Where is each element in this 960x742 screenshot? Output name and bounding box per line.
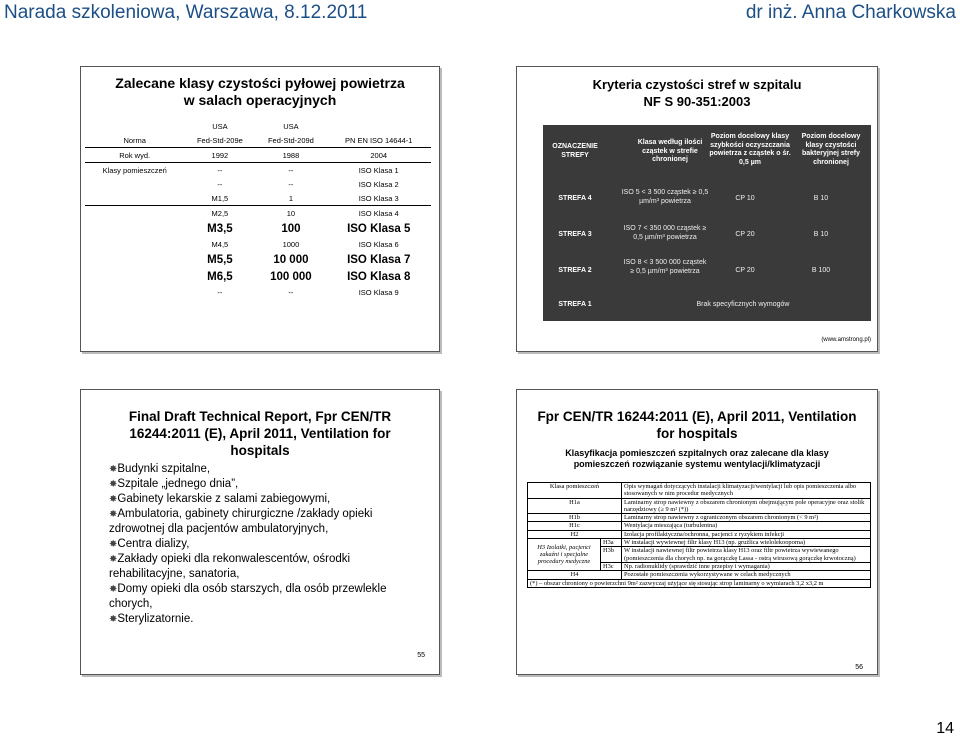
slide3-page-number: 55	[417, 652, 425, 659]
list-item: ✸ Sterylizatornie.	[109, 612, 429, 627]
slide-hospital-zones	[516, 66, 878, 352]
slide4-title: Fpr CEN/TR 16244:2011 (E), April 2011, Ventilation for hospitals	[537, 409, 857, 441]
page-number: 14	[936, 720, 954, 737]
slide-cleanroom-classes	[80, 66, 440, 352]
list-item: ✸ Ambulatoria, gabinety chirurgiczne /zakłady opieki zdrowotnej dla pacjentów ambulatoryjnych,	[109, 507, 429, 537]
list-item: ✸ Domy opieki dla osób starszych, dla osób przewlekle chorych,	[109, 582, 429, 612]
slide2-title-line1: Kryteria czystości stref w szpitalu	[592, 77, 802, 92]
facility-list	[109, 462, 429, 627]
slide4-page-number: 56	[855, 664, 863, 671]
zones-table: OZNACZENIE STREFY Klasa według ilości cząstek w strefie chronionej Poziom docelowy klasy szybkości oczyszczania powietrza z cząstek o śr. 0,5 µm Poziom docelowy klasy czystości bakteryjnej strefy chronionej STREFA 4 ISO 5 < 3 500 cząstek ≥ 0,5 µm/m³ powietrza CP 10 B 10 STREFA 3 ISO 7 < 350 000 cząstek ≥ 0,5 µm/m³ powietrza CP 20 B 10 STREFA 2 ISO 8 < 3 500 000 cząstek ≥ 0,5 µm/m³ powietrza CP 20 B 100 STREFA 1 Brak specyficznych wymogów	[543, 125, 871, 321]
list-item: ✸ Centra dializy,	[109, 537, 429, 552]
slide4-subtitle: Klasyfikacja pomieszczeń szpitalnych oraz zalecane dla klasy pomieszczeń rozwiązanie systemu wentylacji/klimatyzacji	[565, 448, 829, 469]
list-item: ✸ Szpitale „jednego dnia”,	[109, 477, 429, 492]
room-class-table: Klasa pomieszczeń Opis wymagań dotyczących instalacji klimatyzacji/wentylacji lub opis pomieszczenia albo stosowanych w nim procedur medycznych H1a Laminarny strop nawiewny z obszarem chronionym obejmującym pole operacyjne oraz stolik narzędziowy (≥ 9 m² (*)) H1b Laminarny strop nawiewny z ograniczonym obszarem chronionym (< 9 m²) H1c Wentylacja mieszająca (turbulentna) H2 Izolacja profilaktyczna/ochronna, pacjenci z ryzykiem infekcji H3 Izolatki, pacjenci zakaźni i specjalne procedury medyczne H3a W instalacji wywiewnej filtr klasy H13 (np. grużlica wielolekooporna) H3b W instalacji nawiewnej filtr powietrza klasy H13 oraz filtr powietrza wywiewanego (pomieszczenia dla chorych np. na gorączkę Lassa - ostrą wirusową gorączkę krwotoczną) H3c Np. radionuklidy (sprawdzić inne przepisy i wymagania) H4 Pozostałe pomieszczenia wykorzystywane w celach medycznych (*) – obszar chroniony o powierzchni 9m² zazwyczaj użyjące się stosując strop laminarny o wymiarach 3,2 x3,2 m	[527, 482, 871, 588]
slide2-source: (www.amstrong.pl)	[821, 337, 871, 343]
header-left: Narada szkoleniowa, Warszawa, 8.12.2011	[4, 2, 368, 23]
slide-technical-report	[80, 389, 440, 675]
slide-room-classification	[516, 389, 878, 675]
slide2-title-line2: NF S 90-351:2003	[643, 94, 751, 109]
slide1-title-line2: w salach operacyjnych	[183, 92, 337, 108]
slide1-title-line1: Zalecane klasy czystości pyłowej powietrza	[115, 75, 405, 91]
list-item: ✸ Zakłady opieki dla rekonwalescentów, ośrodki rehabilitacyjne, sanatoria,	[109, 552, 429, 582]
slide3-title: Final Draft Technical Report, Fpr CEN/TR 16244:2011 (E), April 2011, Ventilation for hospitals	[128, 409, 392, 458]
list-item: ✸ Gabinety lekarskie z salami zabiegowymi,	[109, 492, 429, 507]
list-item: ✸ Budynki szpitalne,	[109, 462, 429, 477]
header-right: dr inż. Anna Charkowska	[745, 2, 956, 23]
cleanliness-table: USA USA Norma Fed-Std-209e Fed-Std-209d PN EN ISO 14644-1 Rok wyd. 1992 1988 2004 Klasy pomieszczeń -- -- ISO Klasa 1 -- -- ISO Klasa 2 M1,5 1 ISO Klasa 3 M2,5 10 ISO Klasa 4 M3,5 100 ISO Klasa 5 M4,5 1000 ISO Klasa 6 M5,5 10 000 ISO Klasa 7 M6,5 100 000 ISO Klasa 8 -- -- ISO Klasa 9	[85, 119, 431, 299]
